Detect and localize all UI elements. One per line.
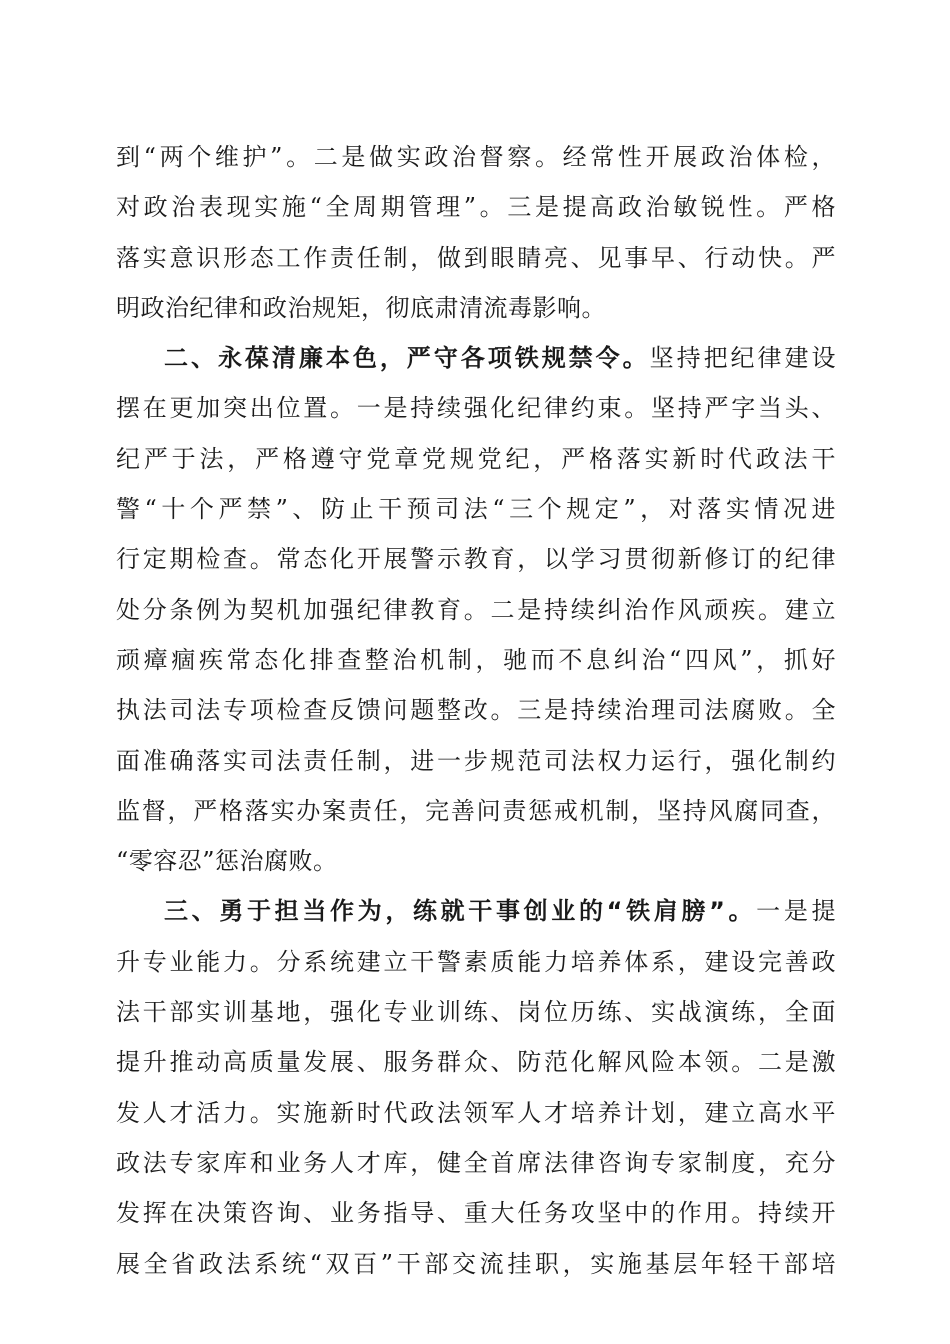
text-line: 发挥在决策咨询、业务指导、重大任务攻坚中的作用。持续开 (116, 1199, 836, 1228)
text-line: 行定期检查。常态化开展警示教育，以学习贯彻新修订的纪律 (116, 545, 836, 574)
text-span: 一是提 (756, 897, 837, 926)
text-line: 顽瘴痼疾常态化排查整治机制，驰而不息纠治“四风”，抓好 (116, 645, 836, 674)
paragraph-1 (116, 132, 836, 333)
paragraph-3 (116, 886, 836, 1288)
text-line: 执法司法专项检查反馈问题整改。三是持续治理司法腐败。全 (116, 696, 836, 725)
section-heading-2: 二、永葆清廉本色，严守各项铁规禁令。 (164, 344, 650, 373)
section-heading-3: 三、勇于担当作为，练就干事创业的“铁肩膀”。 (164, 897, 757, 926)
text-line: 展全省政法系统“双百”干部交流挂职，实施基层年轻干部培 (116, 1249, 836, 1278)
paragraph-2 (116, 333, 836, 886)
text-line (116, 886, 836, 936)
text-line: 落实意识形态工作责任制，做到眼睛亮、见事早、行动快。严 (116, 243, 836, 272)
text-line: 监督，严格落实办案责任，完善问责惩戒机制，坚持风腐同查， (116, 796, 836, 825)
text-line: 面准确落实司法责任制，进一步规范司法权力运行，强化制约 (116, 746, 836, 775)
text-line: 升专业能力。分系统建立干警素质能力培养体系，建设完善政 (116, 947, 836, 976)
document-page (116, 132, 836, 1289)
text-line: 处分条例为契机加强纪律教育。二是持续纠治作风顽疾。建立 (116, 595, 836, 624)
text-line: 摆在更加突出位置。一是持续强化纪律约束。坚持严字当头、 (116, 394, 836, 423)
text-span: 坚持把纪律建设 (649, 344, 836, 373)
text-line: 警“十个严禁”、防止干预司法“三个规定”，对落实情况进 (116, 495, 836, 524)
text-line: 法干部实训基地，强化专业训练、岗位历练、实战演练，全面 (116, 998, 836, 1027)
text-line: 明政治纪律和政治规矩，彻底肃清流毒影响。 (116, 293, 606, 322)
text-line: “零容忍”惩治腐败。 (116, 847, 338, 876)
text-line: 到“两个维护”。二是做实政治督察。经常性开展政治体检， (116, 143, 836, 171)
text-line: 对政治表现实施“全周期管理”。三是提高政治敏锐性。严格 (116, 193, 836, 222)
text-line (116, 333, 836, 383)
text-line: 发人才活力。实施新时代政法领军人才培养计划，建立高水平 (116, 1098, 836, 1127)
text-line: 纪严于法，严格遵守党章党规党纪，严格落实新时代政法干 (116, 444, 836, 473)
text-line: 提升推动高质量发展、服务群众、防范化解风险本领。二是激 (116, 1048, 836, 1077)
text-line: 政法专家库和业务人才库，健全首席法律咨询专家制度，充分 (116, 1148, 836, 1177)
